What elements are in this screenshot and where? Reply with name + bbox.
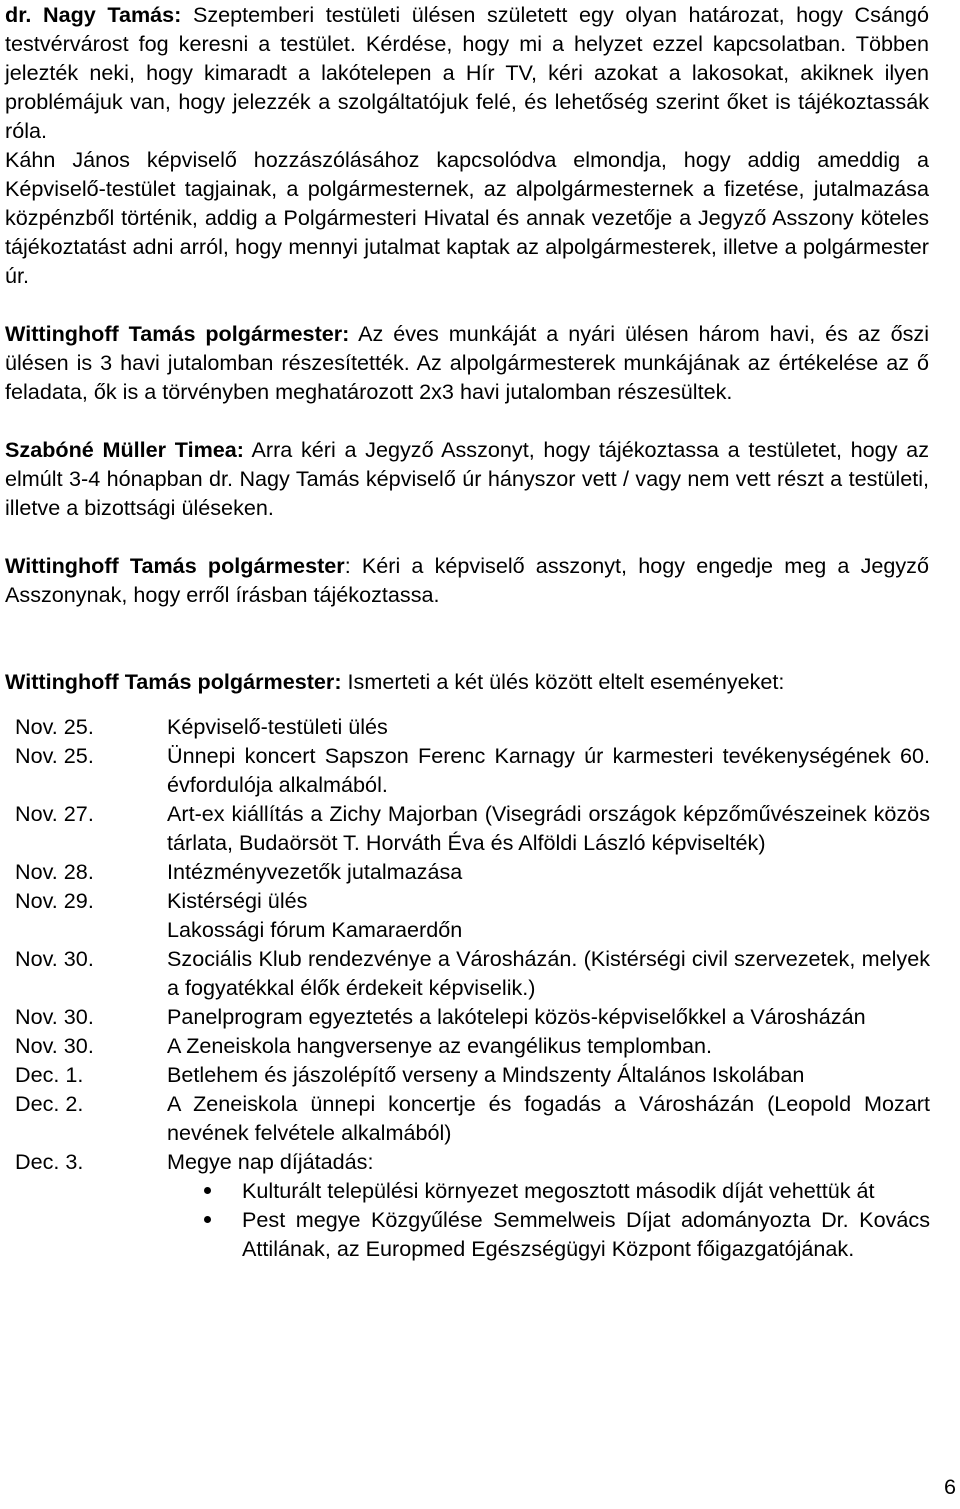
event-description: Szociális Klub rendezvénye a Városházán. (Kistérségi civil szervezetek, melyek a fogyatékkal élők érdekeit képviselik.): [167, 946, 930, 1000]
event-description: Betlehem és jászolépítő verseny a Mindszenty Általános Iskolában: [167, 1062, 805, 1087]
document-page: [5, 0, 929, 1263]
event-description: Intézményvezetők jutalmazása: [167, 859, 463, 884]
paragraph-mayor-3: [5, 667, 929, 696]
event-description: Lakossági fórum Kamaraerdőn: [167, 917, 463, 942]
paragraph-text: : Kéri a képviselő asszonyt, hogy engedje meg a Jegyző Asszonynak, hogy erről írásban tájékoztassa.: [5, 553, 929, 607]
event-row: [15, 799, 930, 857]
bullet-item: Kulturált települési környezet megosztott második díját vehettük át: [242, 1176, 930, 1205]
event-date: Dec. 2.: [15, 1091, 84, 1116]
speaker-name: Wittinghoff Tamás polgármester:: [5, 669, 342, 694]
event-date: Nov. 25.: [15, 743, 94, 768]
event-row: [15, 1002, 930, 1031]
event-description: Art-ex kiállítás a Zichy Majorban (Visegrádi országok képzőművészeinek közös tárlata, Budaörsöt T. Horváth Éva és Alföldi László képviselték): [167, 801, 930, 855]
paragraph-nagy: [5, 0, 929, 145]
event-row: [15, 1031, 930, 1060]
paragraph-text: Szeptemberi testületi ülésen született egy olyan határozat, hogy Csángó testvérvárost fog keresni a testület. Kérdése, hogy mi a helyzet ezzel kapcsolatban. Többen jelezték neki, hogy kimaradt a lakótelepen a Hír TV, kéri azokat a lakosokat, akiknek ilyen problémájuk van, hogy jelezzék a szolgáltatójuk felé, és lehetőség szerint őket is tájékoztassák róla.: [5, 2, 929, 143]
paragraph-mayor-2: [5, 551, 929, 609]
paragraph-szabone: [5, 435, 929, 522]
event-row: [15, 886, 930, 915]
paragraph-kahn: [5, 145, 929, 290]
event-row: [15, 1147, 930, 1263]
paragraph-text: Ismerteti a két ülés között eltelt eseményeket:: [341, 669, 785, 694]
event-date: [15, 915, 167, 944]
event-row: [15, 712, 930, 741]
paragraph-text: Arra kéri a Jegyző Asszonyt, hogy tájékoztassa a testületet, hogy az elmúlt 3-4 hónapban dr. Nagy Tamás képviselő úr hányszor vett / vagy nem vett részt a testületi, illetve a bizottsági üléseken.: [5, 437, 929, 520]
event-description: Kistérségi ülés: [167, 888, 308, 913]
speaker-name: Wittinghoff Tamás polgármester:: [5, 321, 350, 346]
event-date: Nov. 30.: [15, 1033, 94, 1058]
paragraph-text: Az éves munkáját a nyári ülésen három havi, és az őszi ülésen is 3 havi jutalomban részesítették. Az alpolgármesterek munkájának az értékelése az ő feladata, ők is a törvényben meghatározott 2x3 havi jutalomban részesültek.: [5, 321, 930, 404]
bullet-item: Pest megye Közgyűlése Semmelweis Díjat adományozta Dr. Kovács Attilának, az Europmed Egészségügyi Központ főigazgatójának.: [242, 1207, 930, 1261]
event-date: Nov. 30.: [15, 1004, 94, 1029]
page-number: 6: [943, 1474, 956, 1499]
event-date: Nov. 28.: [15, 859, 94, 884]
award-bullet-list: [167, 1176, 930, 1263]
event-row: [15, 857, 930, 886]
event-row: [15, 1060, 930, 1089]
event-date: Nov. 29.: [15, 888, 94, 913]
event-description: Képviselő-testületi ülés: [167, 714, 388, 739]
event-row: [15, 741, 930, 799]
paragraph-text: Káhn János képviselő hozzászólásához kapcsolódva elmondja, hogy addig ameddig a Képviselő-testület tagjainak, a polgármesternek, az alpolgármesternek a fizetése, jutalmazása közpénzből történik, addig a Polgármesteri Hivatal és annak vezetője a Jegyző Asszony köteles tájékoztatást adni arról, hogy mennyi jutalmat kaptak az alpolgármesterek, illetve a polgármester úr.: [5, 147, 929, 288]
event-description-text: Megye nap díjátadás:: [167, 1149, 374, 1174]
event-date: Nov. 30.: [15, 946, 94, 971]
event-date: Dec. 3.: [15, 1149, 84, 1174]
event-date: Dec. 1.: [15, 1062, 84, 1087]
event-row: [15, 915, 930, 944]
paragraph-mayor-1: [5, 319, 929, 406]
event-description: Panelprogram egyeztetés a lakótelepi közös-képviselőkkel a Városházán: [167, 1004, 866, 1029]
speaker-name: dr. Nagy Tamás:: [5, 2, 182, 27]
speaker-name: Szabóné Müller Timea:: [5, 437, 244, 462]
event-date: Nov. 27.: [15, 801, 94, 826]
event-description: A Zeneiskola ünnepi koncertje és fogadás a Városházán (Leopold Mozart nevének felvétele alkalmából): [167, 1091, 930, 1145]
event-row: [15, 1089, 930, 1147]
speaker-name: Wittinghoff Tamás polgármester: [5, 553, 345, 578]
events-list: [15, 712, 930, 1263]
event-description: A Zeneiskola hangversenye az evangélikus templomban.: [167, 1033, 712, 1058]
event-description: [167, 1147, 930, 1263]
event-date: Nov. 25.: [15, 714, 94, 739]
event-row: [15, 944, 930, 1002]
event-description: Ünnepi koncert Sapszon Ferenc Karnagy úr karmesteri tevékenységének 60. évfordulója alkalmából.: [167, 743, 930, 797]
